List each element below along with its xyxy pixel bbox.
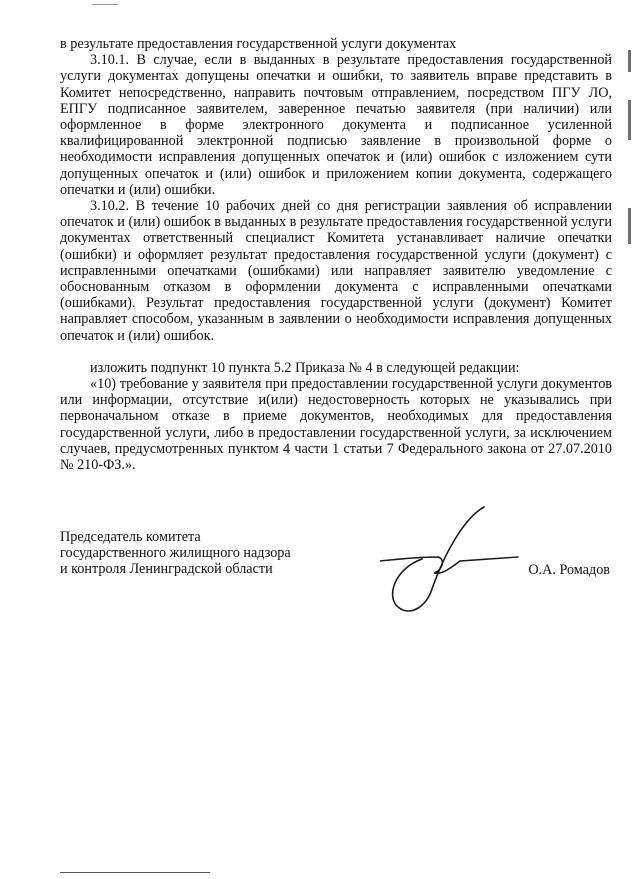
signer-name: О.А. Ромадов xyxy=(528,562,610,578)
document-body xyxy=(60,36,612,473)
signer-title xyxy=(60,529,360,578)
signer-title-line: Председатель комитета xyxy=(60,529,201,545)
paragraph-amendment-instruction: изложить подпункт 10 пункта 5.2 Приказа № 4 в следующей редакции: xyxy=(90,359,520,376)
margin-mark xyxy=(628,50,631,72)
paragraph-3-10-2: 3.10.2. В течение 10 рабочих дней со дня регистрации заявления об исправлении опечаток и (или) ошибок в выданных в результате предоставления государственной услуги документах ответственный специалист Комитета устанавливает наличие опечатки (ошибки) и оформляет результат предоставления государственной услуги (документ) с исправленными опечатками (ошибками) или направляет заявителю уведомление с обоснованным отказом в оформлении документа с исправленными опечатками (ошибками). Результат предоставления государственной услуги (документ) Комитет направляет способом, указанным в заявлении о необходимости исправления допущенных опечаток и (или) ошибок. xyxy=(60,198,612,344)
signature-block xyxy=(60,529,612,619)
paragraph-3-10-1: 3.10.1. В случае, если в выданных в результате предоставления государственной услуги документах допущены опечатки и ошибки, то заявитель вправе представить в Комитет непосредственно, направить почтовым отправлением, посредством ПГУ ЛО, ЕПГУ подписанное заявителем, заверенное печатью заявителя (при наличии) или оформленное в форме электронного документа и подписанное усиленной квалифицированной электронной подписью заявление в произвольной форме о необходимости исправления допущенных опечаток и (или) ошибок с изложением сути допущенных опечаток и (или) ошибок и приложением копии документа, содержащего опечатки и (или) ошибки. xyxy=(60,52,612,198)
handwritten-signature xyxy=(380,503,520,623)
paragraph-continuation: в результате предоставления государственной услуги документах xyxy=(60,36,457,52)
margin-mark xyxy=(628,100,631,140)
signer-title-line: и контроля Ленинградской области xyxy=(60,561,273,578)
signer-title-line: государственного жилищного надзора xyxy=(60,545,291,562)
margin-mark xyxy=(628,208,631,244)
top-edge-mark xyxy=(92,0,118,5)
paragraph-amendment-text: «10) требование у заявителя при предоставлении государственной услуги документов или информации, отсутствие и(или) недостоверность которых не указывались при первоначальном отказе в приеме документов, необходимых для предоставления государственной услуги, либо в предоставлении государственной услуги, за исключением случаев, предусмотренных пунктом 4 части 1 статьи 7 Федерального закона от 27.07.2010 № 210-ФЗ.». xyxy=(60,376,612,474)
footnote-rule xyxy=(60,872,210,873)
